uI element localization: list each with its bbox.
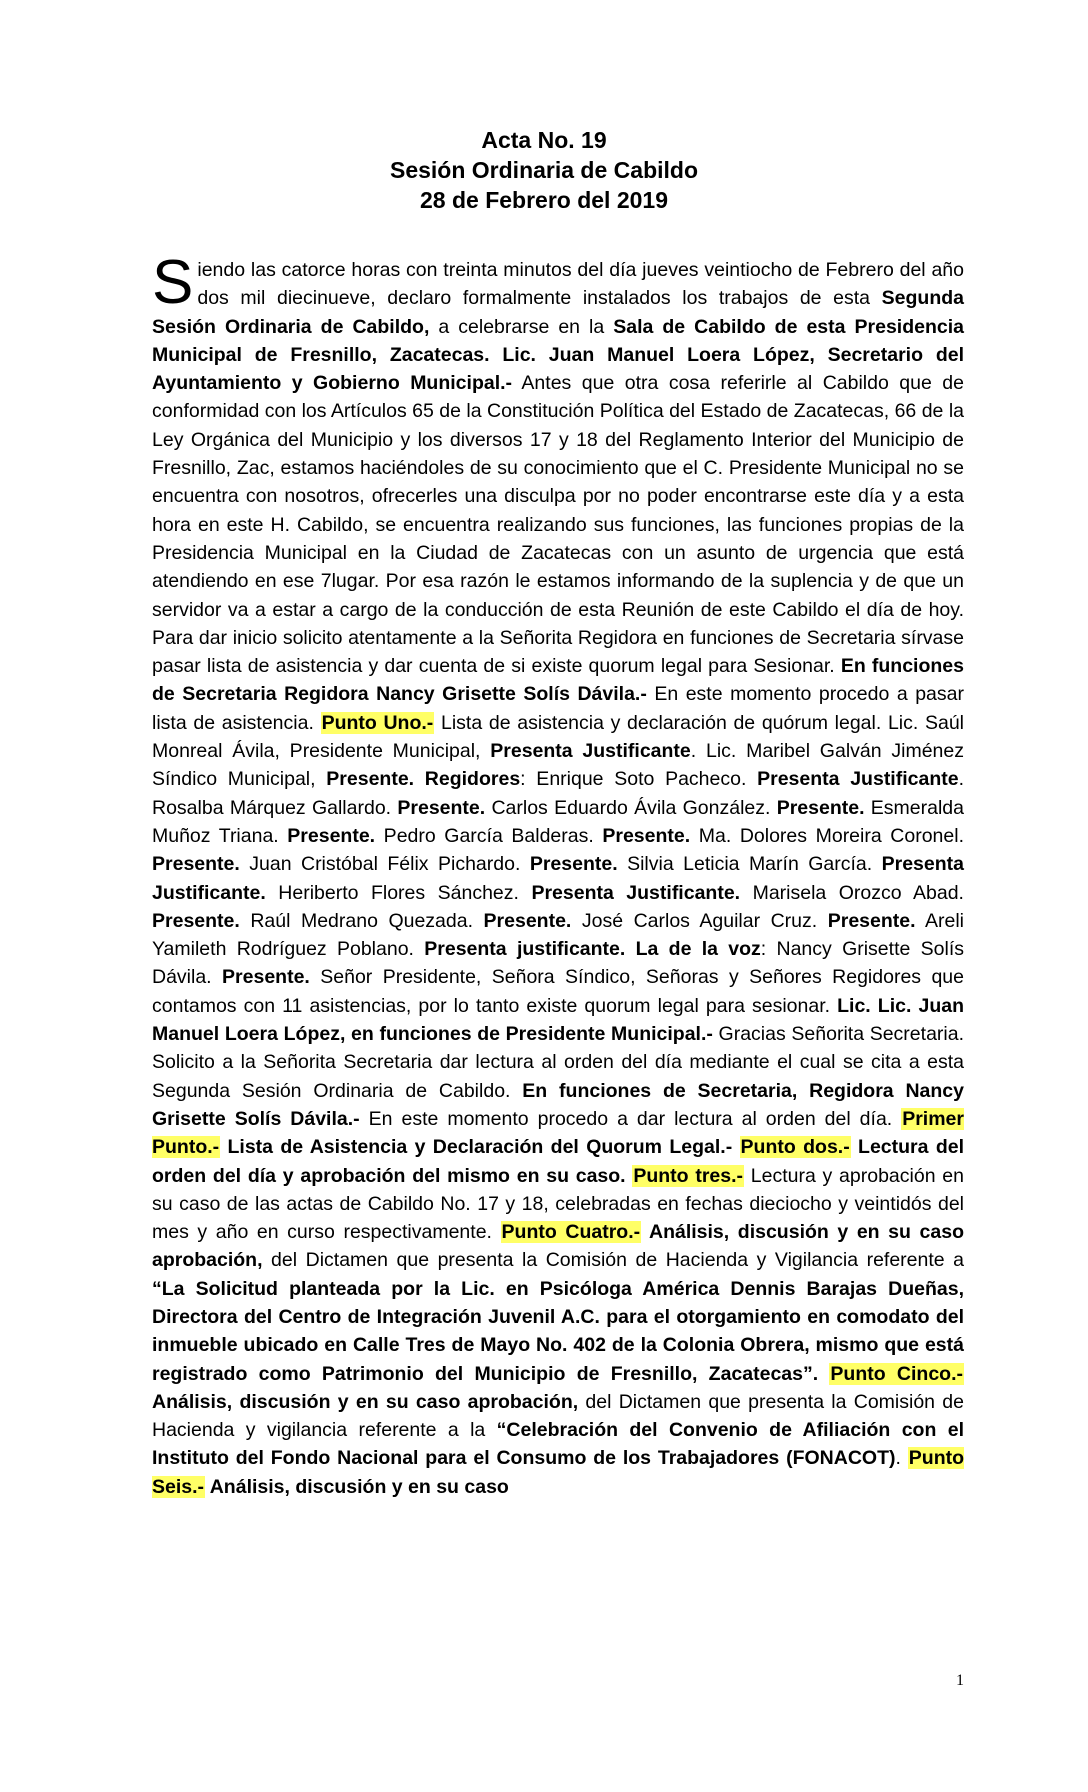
agenda-point-highlight: Punto dos.- (740, 1136, 850, 1159)
agenda-point-text: Análisis, discusión y en su caso aprobación, (152, 1390, 579, 1413)
agenda-point-text: “Celebración del Convenio de Afiliación con el Instituto del Fondo Nacional para el Consumo de los Trabajadores (FONACOT) (152, 1419, 964, 1470)
agenda-point-text: Análisis, discusión y en su caso (205, 1475, 509, 1498)
body-text-run: : Nancy Grisette Solís Dávila. (152, 938, 964, 989)
session-date-title: 28 de Febrero del 2019 (419, 187, 668, 213)
body-text-run: Señor Presidente, Señora Síndico, Señoras y Señores Regidores que contamos con 11 asistencias, por lo tanto existe quorum legal para sesionar. (152, 966, 964, 1017)
agenda-point-highlight: Punto Uno.- (321, 711, 434, 734)
agenda-point-highlight: Punto tres.- (633, 1164, 744, 1187)
attendance-status: Presenta Justificante (757, 768, 959, 791)
body-text-run: Ma. Dolores Moreira Coronel. (690, 824, 964, 847)
session-type-title: Sesión Ordinaria de Cabildo (389, 157, 698, 183)
body-text-run: En este momento procedo a pasar lista de asistencia. (152, 683, 964, 734)
body-text-run: . Lic. Maribel Galván Jiménez Síndico Municipal, (152, 740, 964, 791)
speaker-secretary-bold: En funciones de Secretaria, Regidora Nancy Grisette Solís Dávila.- (152, 1079, 964, 1130)
body-text-run: a celebrarse en la (429, 315, 614, 338)
body-text-run: José Carlos Aguilar Cruz. (571, 909, 828, 932)
attendance-status: Presente. (827, 909, 916, 932)
body-text-run: Silvia Leticia Marín García. (617, 853, 882, 876)
attendance-status: Presente. (602, 824, 691, 847)
location-speaker-bold: Sala de Cabildo de esta Presidencia Municipal de Fresnillo, Zacatecas. Lic. Juan Manuel Loera López, Secretario del Ayuntamiento y Gobierno Municipal.- (152, 315, 964, 395)
agenda-point-text: Lista de Asistencia y Declaración del Quorum Legal.- (220, 1136, 740, 1159)
minutes-body (152, 248, 965, 1501)
attendance-status: Presenta Justificante. (152, 853, 964, 904)
body-text-run: Raúl Medrano Quezada. (239, 909, 484, 932)
body-text-run: Juan Cristóbal Félix Pichardo. (239, 853, 530, 876)
minutes-paragraph (152, 248, 965, 1501)
body-text-run: iendo las catorce horas con treinta minutos del día jueves veintiocho de Febrero del año dos mil diecinueve, declaro formalmente instalados los trabajos de esta (197, 259, 964, 310)
body-text-run: . Rosalba Márquez Gallardo. (152, 768, 964, 819)
page-number: 1 (956, 1672, 964, 1689)
attendance-status: Presente. (152, 909, 240, 932)
attendance-status: Presente. (529, 853, 618, 876)
attendance-status: Presenta justificante. La de la voz (424, 938, 761, 961)
body-text-run: Esmeralda Muñoz Triana. (152, 796, 964, 847)
attendance-status: Presenta Justificante (490, 740, 691, 763)
session-name-bold: Segunda Sesión Ordinaria de Cabildo, (152, 287, 964, 338)
body-text-run: Antes que otra cosa referirle al Cabildo que de conformidad con los Artículos 65 de la Constitución Política del Estado de Zacatecas, 66 de la Ley Orgánica del Municipio y los diversos 17 y 18 del Reglamento Interior del Municipio de Fresnillo, Zac, estamos haciéndoles de su conocimiento que el C. Presidente Municipal no se encuentra con nosotros, ofrecerles una disculpa por no poder encontrarse este día y a esta hora en este H. Cabildo, se encuentra realizando sus funciones, las funciones propias de la Presidencia Municipal en la Ciudad de Zacatecas con un asunto de urgencia que está atendiendo en ese 7lugar. Por esa razón le estamos informando de la suplencia y de que un servidor va a estar a cargo de la conducción de esta Reunión de este Cabildo el día de hoy. Para dar inicio solicito atentamente a la Señorita Regidora en funciones de Secretaria sírvase pasar lista de asistencia y dar cuenta de si existe quorum legal para Sesionar. (152, 372, 964, 678)
body-text-run: . (895, 1447, 908, 1470)
body-text-run (818, 1363, 829, 1385)
body-text-run: Pedro García Balderas. (375, 824, 603, 847)
agenda-point-highlight: Primer Punto.- (152, 1107, 964, 1159)
agenda-point-text: Análisis, discusión y en su caso aprobación, (152, 1221, 964, 1272)
agenda-point-highlight: Punto Cinco.- (830, 1362, 964, 1385)
speaker-secretary-bold: En funciones de Secretaria Regidora Nancy Grisette Solís Dávila.- (152, 655, 964, 706)
body-text-run: Heriberto Flores Sánchez. (265, 881, 532, 904)
attendance-status: Presente. (287, 824, 376, 847)
document-heading (0, 125, 1088, 215)
attendance-status: Presente. (152, 853, 240, 876)
attendance-status: Presenta Justificante. (531, 881, 741, 904)
body-text-run: Gracias Señorita Secretaria. Solicito a la Señorita Secretaria dar lectura al orden del día mediante el cual se cita a esta Segunda Sesión Ordinaria de Cabildo. (152, 1023, 964, 1102)
body-text-run: Areli Yamileth Rodríguez Poblano. (152, 909, 964, 961)
attendance-status: Presente. (397, 796, 486, 819)
agenda-point-text: “La Solicitud planteada por la Lic. en Psicóloga América Dennis Barajas Dueñas, Directora del Centro de Integración Juvenil A.C. para el otorgamiento en comodato del inmueble ubicado en Calle Tres de Mayo No. 402 de la Colonia Obrera, mismo que está registrado como Patrimonio del Municipio de Fresnillo, Zacatecas”. (152, 1277, 964, 1385)
agenda-point-text: Lectura del orden del día y aprobación del mismo en su caso. (152, 1136, 964, 1187)
speaker-president-bold: Lic. Lic. Juan Manuel Loera López, en funciones de Presidente Municipal.- (152, 994, 964, 1046)
drop-cap: S (152, 248, 194, 317)
body-text-run: En este momento procedo a dar lectura al orden del día. (359, 1107, 902, 1130)
body-text-run: Marisela Orozco Abad. (740, 881, 964, 904)
agenda-point-highlight: Punto Cuatro.- (501, 1221, 641, 1244)
body-text-run: del Dictamen que presenta la Comisión de Hacienda y vigilancia referente a la (152, 1390, 964, 1442)
attendance-status: Presente. (776, 796, 865, 819)
attendance-status: Presente. (483, 909, 572, 932)
body-text-run: : Enrique Soto Pacheco. (520, 768, 758, 791)
body-text-run: Lectura y aprobación en su caso de las actas de Cabildo No. 17 y 18, celebradas en fechas dieciocho y veintidós del mes y año en curso respectivamente. (152, 1164, 964, 1244)
body-text-run: Carlos Eduardo Ávila González. (485, 796, 777, 819)
act-number-title: Acta No. 19 (481, 127, 607, 153)
attendance-status: Presente. (222, 966, 310, 989)
agenda-point-highlight: Punto Seis.- (152, 1447, 965, 1498)
body-text-run: Lista de asistencia y declaración de quórum legal. Lic. Saúl Monreal Ávila, Presidente Municipal, (152, 711, 964, 763)
body-text-run: del Dictamen que presenta la Comisión de Hacienda y Vigilancia referente a (262, 1249, 964, 1272)
attendance-status: Presente. Regidores (326, 768, 521, 791)
